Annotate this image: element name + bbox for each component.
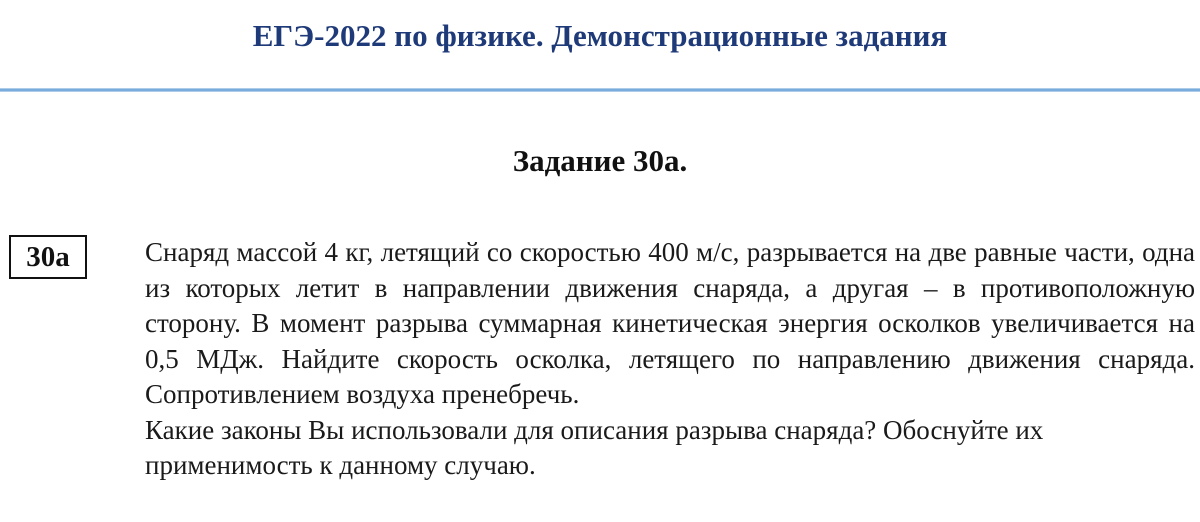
task-question: Какие законы Вы использовали для описания разрыва снаряда? Обоснуйте их применимость к данному случаю. <box>145 414 1044 480</box>
task-heading: Задание 30а. <box>512 143 688 178</box>
page-header-title: ЕГЭ-2022 по физике. Демонстрационные задания <box>252 18 948 53</box>
task-number-badge: 30а <box>9 235 87 279</box>
header-divider <box>0 88 1200 92</box>
task-body <box>145 235 1195 484</box>
task-condition: Снаряд массой 4 кг, летящий со скоростью 400 м/с, разрывается на две равные части, одна из которых летит в направлении движения снаряда, а другая – в противоположную сторону. В момент разрыва суммарная кинетическая энергия осколков увеличивается на 0,5 МДж. Найдите скорость осколка, летящего по направлению движения снаряда. Сопротивлением воздуха пренебречь. <box>145 237 1195 409</box>
